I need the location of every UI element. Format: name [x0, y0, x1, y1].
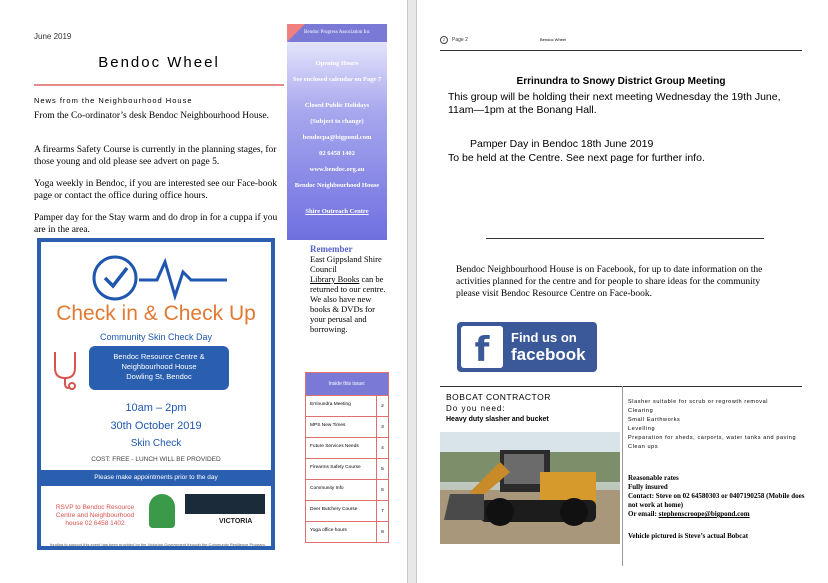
- header-rule: [440, 50, 802, 51]
- toc-title: MPS New Times: [310, 423, 346, 428]
- toc-title: Future Services Needs: [310, 444, 359, 449]
- sponsor-logos: [149, 494, 267, 540]
- toc-page: 7: [376, 501, 388, 521]
- outreach-link[interactable]: Shire Outreach Centre: [305, 208, 369, 215]
- contact-phone: 02 6458 1402: [319, 150, 355, 157]
- facebook-icon: f: [461, 326, 503, 368]
- lead-paragraph: A firearms Safety Course is currently in the planning stages, for those young and old please see advert on page 5.: [34, 145, 277, 167]
- facebook-info: Bendoc Neighbourhood House is on Facebook, for up to date information on the activities planned for the centre and for people to share ideas for the community please visit Bendoc Resource Centre on Face-book.: [456, 265, 763, 299]
- website-link[interactable]: www.bendoc.org.au: [309, 166, 365, 173]
- sidebar-header: Bendoc Progress Association Inc: [287, 24, 387, 42]
- toc-row[interactable]: [306, 458, 388, 479]
- bobcat-title: BOBCAT CONTRACTOR: [446, 392, 551, 402]
- table-of-contents: [305, 372, 389, 543]
- toc-row[interactable]: [306, 416, 388, 437]
- toc-title: Errinundra Meeting: [310, 402, 351, 407]
- poster-date: 30th October 2019: [110, 420, 202, 432]
- newsletter-subtitle: News from the Neighbourhood House: [34, 96, 193, 105]
- bobcat-note: Vehicle pictured is Steve’s actual Bobcat: [628, 532, 749, 540]
- skin-check-poster: [37, 238, 275, 550]
- newsletter-title: Bendoc Wheel: [98, 54, 220, 71]
- insured-line: Fully insured: [628, 483, 668, 491]
- holidays-note: Closed Public Holidays: [304, 102, 370, 109]
- appointment-banner: Please make appointments prior to the day: [41, 470, 271, 486]
- venue-line: Neighbourhood House: [121, 362, 197, 371]
- poster-check: Skin Check: [130, 438, 182, 449]
- toc-row[interactable]: [306, 500, 388, 521]
- ad-divider: [622, 386, 623, 566]
- toc-title: Community Info: [310, 486, 344, 491]
- toc-row[interactable]: [306, 395, 388, 416]
- remember-council: East Gippsland Shire Council: [310, 254, 382, 274]
- toc-row[interactable]: [306, 437, 388, 458]
- service-item: Levelling: [628, 426, 656, 432]
- facebook-button-line2: facebook: [511, 345, 586, 364]
- facebook-button[interactable]: [457, 322, 597, 372]
- meeting-body: This group will be holding their next meeting Wednesday the 19th June, 11am—1pm at the Bonang Hall.: [448, 91, 781, 116]
- ad-rule: [440, 386, 802, 387]
- bobcat-need: Do you need:: [446, 404, 506, 413]
- poster-footer: funding to support this event has been provided by the Victorian Government through the Community Resilience Program.: [50, 542, 266, 547]
- poster-time: 10am – 2pm: [125, 402, 187, 414]
- contact-line: Contact: Steve on 02 64580303 or 0407190258 (Mobile does not work at home): [628, 492, 805, 509]
- toc-row[interactable]: [306, 521, 388, 542]
- bobcat-services: [628, 398, 804, 452]
- facebook-button-line1: Find us on: [511, 330, 577, 345]
- government-logo: [185, 494, 265, 514]
- poster-subtitle: Community Skin Check Day: [99, 332, 213, 342]
- bobcat-photo: [440, 432, 620, 544]
- venue-line: Bendoc Resource Centre &: [113, 352, 205, 361]
- section-divider: [486, 238, 764, 239]
- contact-email-link[interactable]: stephenscroope@bigpond.com: [658, 510, 750, 518]
- page-gutter: [408, 0, 416, 583]
- poster-cost: COST: FREE - LUNCH WILL BE PROVIDED: [91, 456, 221, 463]
- remember-new-books: We also have new books & DVDs for your perusal and borrowing.: [310, 294, 375, 334]
- email-prefix: Or email:: [628, 510, 659, 518]
- contact-email[interactable]: bendocpa@bigpond.com: [302, 134, 372, 141]
- change-note: (Subject to change): [310, 118, 364, 125]
- pamper-day-detail: To be held at the Centre. See next page for further info.: [448, 152, 705, 164]
- service-item: Clean ups: [628, 444, 659, 450]
- remember-heading: Remember: [310, 244, 353, 254]
- house-name: Bendoc Neighbourhood House: [294, 182, 380, 189]
- venue-line: Dowling St, Bendoc: [126, 372, 192, 381]
- service-item: Small Earthworks: [628, 417, 681, 423]
- victoria-logo: VICTORIA: [219, 518, 253, 525]
- lead-paragraph: Yoga weekly in Bendoc, if you are interested see our Face-book page or contact the office during office hours.: [34, 179, 278, 201]
- toc-page: 5: [376, 459, 388, 479]
- toc-row[interactable]: [306, 479, 388, 500]
- toc-page: 3: [376, 417, 388, 437]
- bobcat-duty: Heavy duty slasher and bucket: [446, 416, 549, 423]
- bobcat-contact: [628, 474, 806, 519]
- regional-landcare-logo: [149, 494, 175, 528]
- page-label: Page 2: [452, 37, 468, 43]
- header-title: Bendoc Wheel: [540, 37, 567, 42]
- toc-title: Yoga office hours: [310, 528, 347, 533]
- page-number-icon: 2: [440, 36, 448, 44]
- toc-page: 8: [376, 522, 388, 542]
- lead-paragraph: From the Co-ordinator’s desk Bendoc Neighbourhood House.: [34, 111, 269, 121]
- rsvp-text: RSVP to Bendoc Resource Centre and Neighbourhood house 02 6458 1402: [55, 504, 135, 527]
- page-header: [440, 36, 468, 44]
- remember-box: [310, 244, 392, 334]
- toc-page: 4: [376, 438, 388, 458]
- checkmark-pulse-icon: [91, 252, 231, 304]
- newsletter-page-1: [0, 0, 408, 583]
- calendar-note: See enclosed calendar on Page 7: [292, 76, 382, 83]
- service-item: Slasher suitable for scrub or regrowth removal: [628, 399, 769, 405]
- toc-title: Deer Butchery Course: [310, 507, 358, 512]
- meeting-title: Errinundra to Snowy District Group Meeting: [516, 76, 726, 87]
- stethoscope-icon: [49, 350, 81, 390]
- venue-box: [89, 346, 229, 390]
- lead-paragraph: Pamper day for the Stay warm and do drop in for a cuppa if you are in the area.: [34, 213, 278, 235]
- issue-date: June 2019: [34, 32, 72, 41]
- pamper-day-title: Pamper Day in Bendoc 18th June 2019: [470, 138, 654, 150]
- sidebar-corner: [287, 24, 305, 42]
- service-item: Preparation for sheds, carports, water tanks and paving: [628, 435, 797, 441]
- remember-return: can be returned to our centre.: [310, 274, 386, 294]
- toc-page: 6: [376, 480, 388, 500]
- toc-heading: Inside this issue:: [306, 373, 388, 395]
- service-item: Clearing: [628, 408, 654, 414]
- skid-steer-icon: [440, 432, 620, 544]
- opening-hours: Opening Hours: [315, 60, 359, 67]
- rates-line: Reasonable rates: [628, 474, 679, 482]
- poster-title: Check in & Check Up: [56, 302, 256, 325]
- toc-title: Firearms Safety Course: [310, 465, 361, 470]
- title-divider: [34, 84, 284, 86]
- toc-page: 2: [376, 396, 388, 416]
- library-books-link[interactable]: Library Books: [310, 274, 360, 284]
